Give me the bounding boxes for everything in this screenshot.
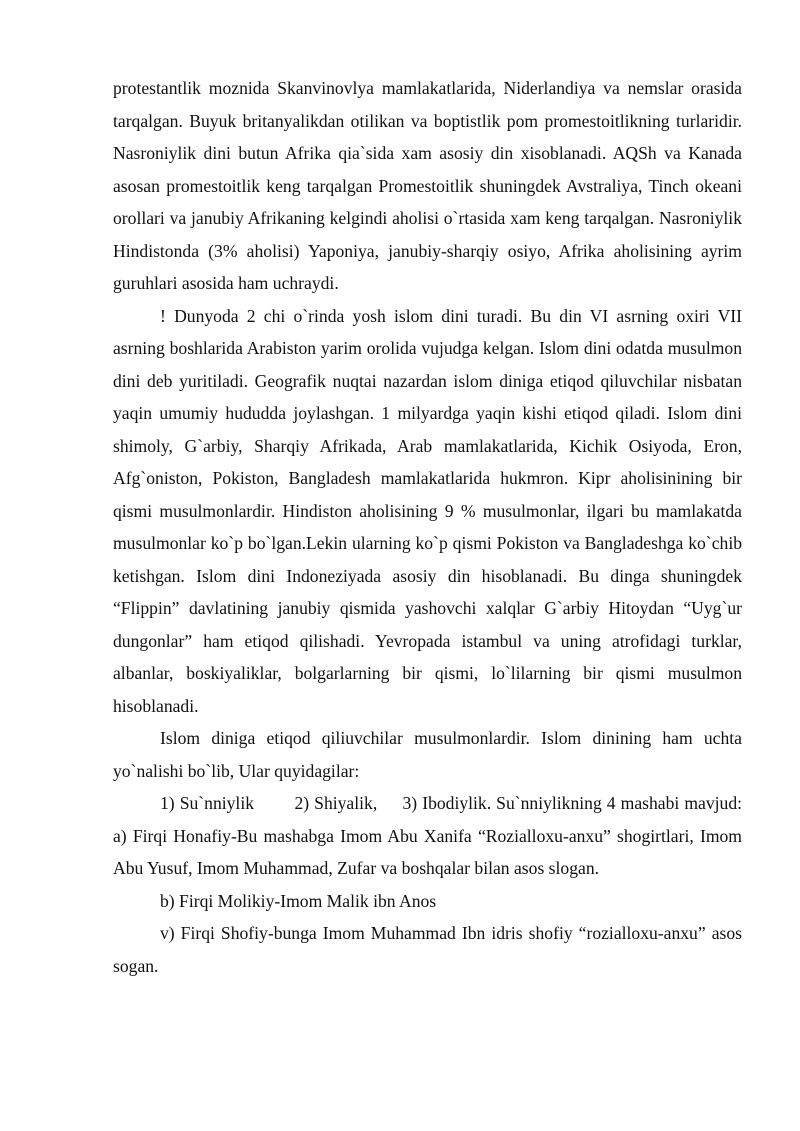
paragraph-shafii: v) Firqi Shofiy-bunga Imom Muhammad Ibn idris shofiy “rozialloxu-anxu” asos sogan.	[113, 923, 742, 976]
paragraph-islam-branches-intro: Islom diniga etiqod qiliuvchilar musulmonlardir. Islom dinining ham uchta yo`nalishi bo`lib, Ular quyidagilar:	[113, 728, 742, 781]
paragraph-protestantism: protestantlik moznida Skanvinovlya mamlakatlarida, Niderlandiya va nemslar orasida tarqalgan. Buyuk britanyalikdan otilikan va boptistlik pom promestoitlikning turlaridir. Nasroniylik dini butun Afrika qia`sida xam asosiy din xisoblanadi. AQSh va Kanada asosan promestoitlik keng tarqalgan Promestoitlik shuningdek Avstraliya, Tinch okeani orollari va janubiy Afrikaning kelgindi aholisi o`rtasida xam keng tarqalgan. Nasroniylik Hindistonda (3% aholisi) Yaponiya, janubiy-sharqiy osiyo, Afrika aholisining ayrim guruhlari asosida ham uchraydi.	[113, 78, 742, 293]
document-body	[113, 72, 747, 982]
paragraph-maliki: b) Firqi Molikiy-Imom Malik ibn Anos	[160, 890, 437, 911]
paragraph-islam-overview: ! Dunyoda 2 chi o`rinda yosh islom dini turadi. Bu din VI asrning oxiri VII asrning boshlarida Arabiston yarim orolida vujudga kelgan. Islom dini odatda musulmon dini deb yuritiladi. Geografik nuqtai nazardan islom diniga etiqod qiluvchilar nisbatan yaqin umumiy hududda joylashgan. 1 milyardga yaqin kishi etiqod qiladi. Islom dini shimoly, G`arbiy, Sharqiy Afrikada, Arab mamlakatlarida, Kichik Osiyoda, Eron, Afg`oniston, Pokiston, Bangladesh mamlakatlarida hukmron. Kipr aholisinining bir qismi musulmonlardir. Hindiston aholisining 9 % musulmonlar, ilgari bu mamlakatda musulmonlar ko`p bo`lgan.Lekin ularning ko`p qismi Pokiston va Bangladeshga ko`chib ketishgan. Islom dini Indoneziyada asosiy din hisoblanadi. Bu dinga shuningdek “Flippin” davlatining janubiy qismida yashovchi xalqlar G`arbiy Hitoydan “Uyg`ur dungonlar” ham etiqod qilishadi. Yevropada istambul va uning atrofidagi turklar, albanlar, boskiyaliklar, bolgarlarning bir qismi, lo`lilarning bir qismi musulmon hisoblanadi.	[113, 305, 742, 716]
paragraph-branches-list: 1) Su`nniylik 2) Shiyalik, 3) Ibodiylik. Su`nniylikning 4 mashabi mavjud: a) Firqi Honafiy-Bu mashabga Imom Abu Xanifa “Rozialloxu-anxu” shogirtlari, Imom Abu Yusuf, Imom Muhammad, Zufar va boshqalar bilan asos slogan.	[113, 793, 747, 878]
